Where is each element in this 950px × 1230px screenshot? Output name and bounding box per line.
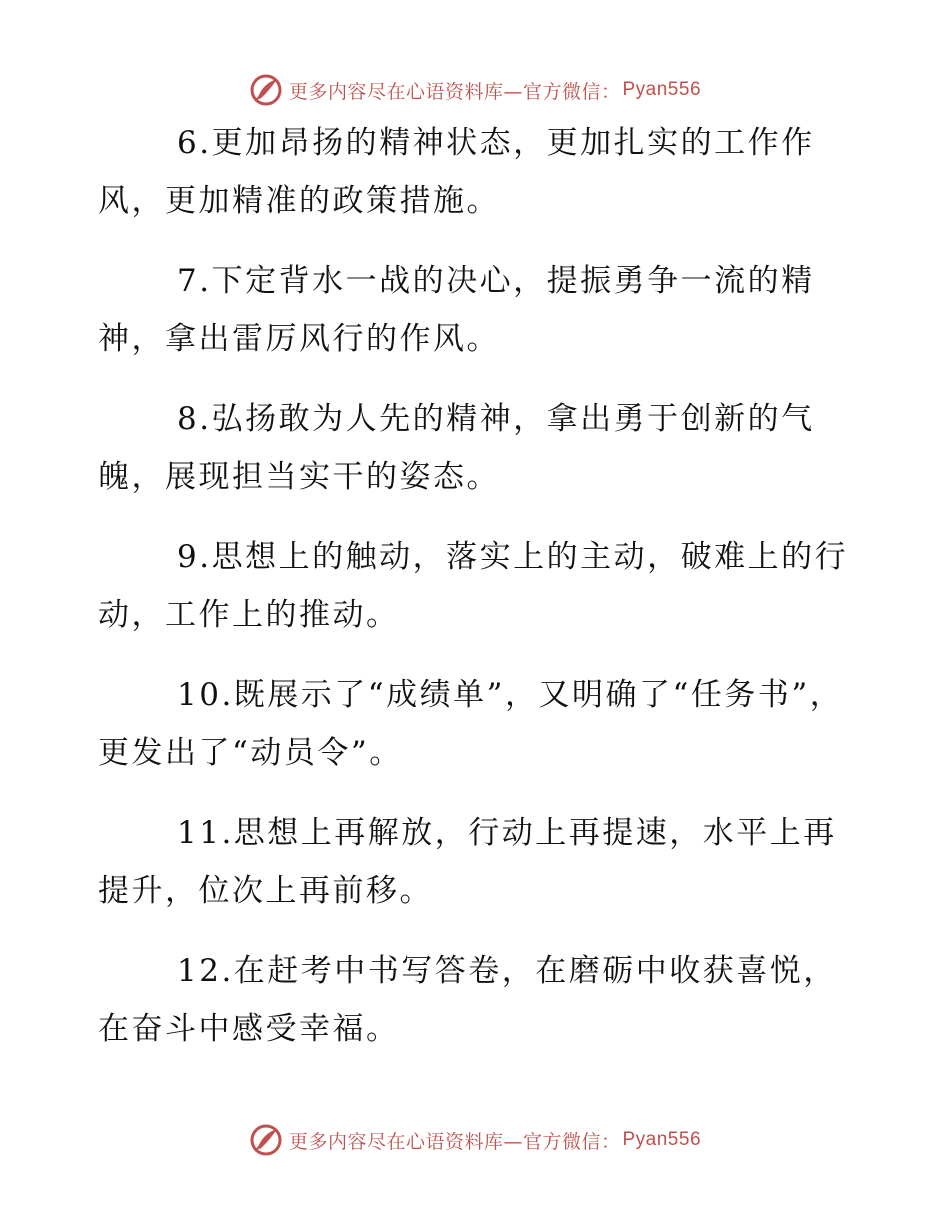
paragraph-10: 10.既展示了“成绩单”，又明确了“任务书”，更发出了“动员令”。: [98, 677, 844, 771]
paragraph-7: 7.下定背水一战的决心，提振勇争一流的精神，拿出雷厉风行的作风。: [98, 263, 815, 357]
watermark-text: 更多内容尽在心语资料库—官方微信：: [288, 1130, 621, 1153]
brand-logo-icon: [249, 73, 283, 107]
paragraph-6: 6.更加昂扬的精神状态，更加扎实的工作作风，更加精准的政策措施。: [98, 125, 815, 219]
watermark-wechat-id: Pyan556: [622, 1129, 702, 1150]
paragraph-12: 12.在赶考中书写答卷，在磨砺中收获喜悦，在奋斗中感受幸福。: [98, 953, 837, 1047]
paragraph-8: 8.弘扬敢为人先的精神，拿出勇于创新的气魄，展现担当实干的姿态。: [98, 401, 815, 495]
brand-logo-icon: [249, 1123, 283, 1157]
paragraph-11: 11.思想上再解放，行动上再提速，水平上再提升，位次上再前移。: [98, 815, 837, 909]
paragraph-9: 9.思想上的触动，落实上的主动，破难上的行动，工作上的推动。: [98, 539, 849, 633]
header-watermark: [0, 70, 950, 110]
footer-watermark: [0, 1120, 950, 1160]
watermark-wechat-id: Pyan556: [622, 79, 702, 100]
watermark-text: 更多内容尽在心语资料库—官方微信：: [288, 80, 621, 103]
document-body: [98, 114, 850, 1080]
